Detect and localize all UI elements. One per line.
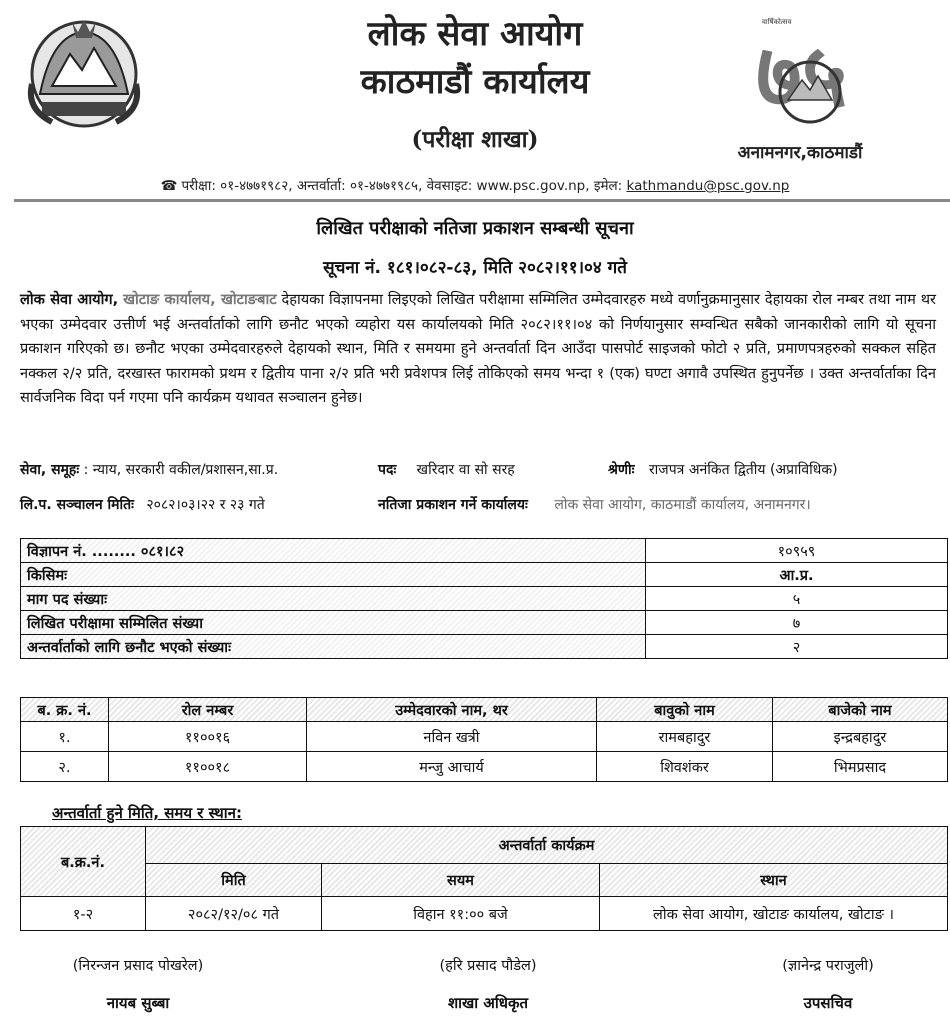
schedule-place: लोक सेवा आयोग, खोटाङ कार्यालय, खोटाङ ।	[600, 897, 948, 931]
notice-number: सूचना नं. १८१।०८२-८३, मिति २०८२।११।०४ गते	[323, 258, 627, 278]
column-header: अन्तर्वार्ता कार्यक्रम	[146, 827, 948, 864]
post-value: खरिदार वा सो सरह	[416, 462, 515, 478]
table-row	[21, 752, 948, 782]
notice-lead: लोक सेवा आयोग,	[20, 291, 119, 308]
signatory-name: (ज्ञानेन्द्र पराजुली)	[782, 958, 874, 974]
result-office-value: लोक सेवा आयोग, काठमाडौं कार्यालय, अनामनगर।	[554, 497, 811, 513]
table-header-row	[21, 698, 948, 722]
roll-number: ११००१८	[109, 752, 307, 782]
signature-block	[358, 955, 618, 1013]
ad-value: १०९५९	[646, 539, 948, 563]
anniversary-number: ७५	[756, 24, 848, 127]
header-divider	[14, 199, 950, 202]
signatory-name: (हरि प्रसाद पौडेल)	[439, 958, 537, 974]
candidate-name: नविन खत्री	[307, 722, 597, 752]
column-header: ब.क्र.नं.	[21, 827, 146, 897]
office-address: अनामनगर,काठमाडौं	[737, 143, 863, 163]
table-row	[21, 563, 948, 587]
ad-label: माग पद संख्याः	[21, 587, 646, 611]
ad-value: २	[646, 635, 948, 659]
notice-title: लिखित परीक्षाको नतिजा प्रकाशन सम्बन्धी सूचना	[316, 218, 634, 239]
column-header: ब. क्र. नं.	[21, 698, 109, 722]
signatory-designation: नायब सुब्बा	[106, 994, 170, 1012]
ad-value: आ.प्र.	[646, 563, 948, 587]
roll-number: ११००१६	[109, 722, 307, 752]
telephone-icon: ☎	[160, 178, 178, 194]
anniversary-label: वार्षिकोत्सव	[762, 18, 792, 26]
signature-block	[718, 955, 938, 1013]
table-row	[21, 635, 948, 659]
grandfather-name: भिमप्रसाद	[773, 752, 948, 782]
post-label: पदः	[378, 462, 397, 478]
ad-label: लिखित परीक्षामा सम्मिलित संख्या	[21, 611, 646, 635]
signatory-designation: उपसचिव	[803, 994, 853, 1012]
notice-office: खोटाङ कार्यालय, खोटाङबाट	[123, 291, 277, 308]
column-header: मिति	[146, 864, 322, 897]
office-name: काठमाडौं कार्यालय	[360, 62, 590, 102]
result-office-label: नतिजा प्रकाशन गर्ने कार्यालयः	[378, 497, 528, 513]
nepal-emblem-icon	[22, 14, 146, 132]
level-label: श्रेणीः	[608, 462, 635, 478]
candidate-name: मन्जु आचार्य	[307, 752, 597, 782]
level-value: राजपत्र अनंकित द्वितीय (अप्राविधिक)	[648, 462, 838, 478]
contact-line	[0, 176, 950, 194]
serial-number: २.	[21, 752, 109, 782]
serial-number: १.	[21, 722, 109, 752]
schedule-date: २०८२/१२/०८ गते	[146, 897, 322, 931]
service-label: सेवा, समूहः	[20, 462, 80, 478]
notice-text: देहायका विज्ञापनमा लिइएको लिखित परीक्षामा सम्मिलित उम्मेदवारहरु मध्ये वर्णानुक्रमानुसार देहायका रोल नम्बर तथा नाम थर भएका उम्मेदवार उत्तीर्ण भई अन्तर्वार्ताको लागि छनौट भएको व्यहोरा यस कार्यालयको मिति २०८२।११।०४ को निर्णयानुसार सम्वन्धित सबैको जानकारीको लागि यो सूचना प्रकाशन गरिएको छ। छनौट भएका उम्मेदवारहरुले देहायको स्थान, मिति र समयमा हुने अन्तर्वार्ता दिन आउँदा पासपोर्ट साइजको फोटो २ प्रति, प्रमाणपत्रहरुको सक्कल सहित नक्कल २/२ प्रति, दरखास्त फारामको प्रथम र द्वितीय पाना २/२ प्रति भरी प्रवेशपत्र लिई तोकिएको समय भन्दा १ (एक) घण्टा अगावै उपस्थित हुनुपर्नेछ । उक्त अन्तर्वार्ताका दिन सार्वजनिक विदा पर्न गएमा पनि कार्यक्रम यथावत सञ्चालन हुनेछ।	[20, 291, 936, 406]
ad-value: ७	[646, 611, 948, 635]
ad-label: किसिमः	[21, 563, 646, 587]
org-title	[300, 10, 650, 106]
column-header: सयम	[322, 864, 600, 897]
schedule-serial: १-२	[21, 897, 146, 931]
advertisement-table	[20, 538, 948, 659]
psc-75-anniversary-logo-icon	[752, 14, 864, 136]
interview-schedule-table	[20, 826, 948, 931]
column-header: उम्मेदवारको नाम, थर	[307, 698, 597, 722]
table-row	[21, 539, 948, 563]
notice-body	[20, 288, 936, 411]
signatory-designation: शाखा अधिकृत	[447, 994, 529, 1012]
signatory-name: (निरन्जन प्रसाद पोखरेल)	[72, 958, 204, 974]
table-row	[21, 722, 948, 752]
post-field	[378, 460, 515, 479]
father-name: रामबहादुर	[597, 722, 773, 752]
meta-row-1	[20, 460, 278, 479]
table-header-row	[21, 827, 948, 864]
schedule-time: विहान ११:०० बजे	[322, 897, 600, 931]
father-name: शिवशंकर	[597, 752, 773, 782]
ad-label: अन्तर्वार्ताको लागि छनौट भएको संख्याः	[21, 635, 646, 659]
table-row	[21, 897, 948, 931]
column-header: बावुको नाम	[597, 698, 773, 722]
column-header: स्थान	[600, 864, 948, 897]
service-value: : न्याय, सरकारी वकील/प्रशासन,सा.प्र.	[79, 462, 279, 478]
ad-value: ५	[646, 587, 948, 611]
table-header-row	[21, 864, 948, 897]
signature-block	[8, 955, 268, 1013]
exam-date-label: लि.प. सञ्चालन मितिः	[20, 497, 134, 513]
grandfather-name: इन्द्रबहादुर	[773, 722, 948, 752]
email-link[interactable]: kathmandu@psc.gov.np	[626, 178, 790, 194]
results-table	[20, 697, 948, 782]
org-name: लोक सेवा आयोग	[367, 14, 583, 54]
branch-name: (परीक्षा शाखा)	[411, 126, 539, 153]
column-header: बाजेको नाम	[773, 698, 948, 722]
level-field	[608, 460, 838, 479]
contact-text: परीक्षा: ०१-४७७१९८२, अन्तर्वार्ता: ०१-४७७१९८५, वेवसाइट: www.psc.gov.np, इमेल:	[181, 178, 627, 194]
exam-date-value: २०८२।०३।२२ र २३ गते	[146, 497, 265, 513]
result-office-field	[378, 495, 811, 514]
table-row	[21, 587, 948, 611]
ad-label: विज्ञापन नं. ........ ०८१।८२	[21, 539, 646, 563]
exam-date-field	[20, 495, 265, 514]
column-header: रोल नम्बर	[109, 698, 307, 722]
schedule-heading: अन्तर्वार्ता हुने मिति, समय र स्थान:	[52, 804, 242, 822]
table-row	[21, 611, 948, 635]
